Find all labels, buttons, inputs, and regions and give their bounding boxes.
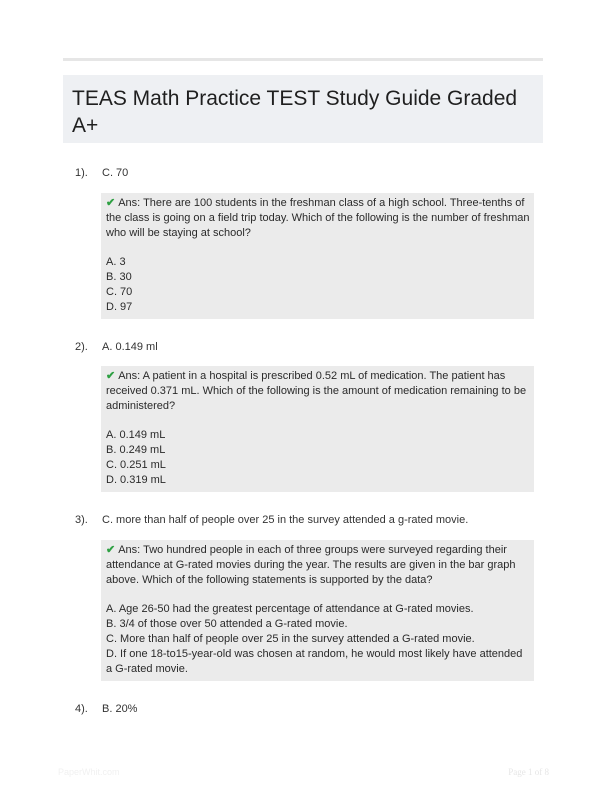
question-answer: A. 0.149 ml (102, 341, 158, 353)
question-number: 4). (75, 703, 88, 715)
option: A. 0.149 mL (106, 429, 166, 441)
question-number: 2). (75, 341, 88, 353)
option: C. 0.251 mL (106, 459, 166, 471)
check-icon: ✔ (106, 370, 116, 382)
question-number: 3). (75, 514, 88, 526)
top-divider (63, 58, 543, 61)
option: A. Age 26-50 had the greatest percentage of attendance at G-rated movies. (106, 603, 474, 615)
option: A. 3 (106, 256, 126, 268)
question-prompt: Ans: A patient in a hospital is prescribed 0.52 mL of medication. The patient has received 0.371 mL. Which of the following is the amount of medication remaining to be administered? (106, 370, 527, 412)
question-answer: B. 20% (102, 703, 138, 715)
question-answer: C. more than half of people over 25 in the survey attended a g-rated movie. (102, 514, 469, 526)
option: D. 97 (106, 301, 133, 313)
footer-watermark: PaperWhit.com (58, 767, 120, 777)
option: B. 30 (106, 271, 132, 283)
question-number: 1). (75, 167, 88, 179)
answer-panel-3 (101, 540, 534, 681)
option: B. 3/4 of those over 50 attended a G-rated movie. (106, 618, 348, 630)
option: B. 0.249 mL (106, 444, 166, 456)
question-answer: C. 70 (102, 167, 129, 179)
check-icon: ✔ (106, 544, 116, 556)
options-list (106, 428, 530, 488)
page-number: Page 1 of 8 (508, 767, 549, 777)
option: C. 70 (106, 286, 133, 298)
answer-panel-2 (101, 366, 534, 492)
option: C. More than half of people over 25 in the survey attended a G-rated movie. (106, 633, 475, 645)
page-title: TEAS Math Practice TEST Study Guide Graded A+ (72, 87, 518, 137)
options-list (106, 602, 530, 677)
title-panel (63, 75, 543, 143)
check-icon: ✔ (106, 197, 116, 209)
option: D. 0.319 mL (106, 474, 166, 486)
answer-panel-1 (101, 193, 534, 319)
question-prompt: Ans: Two hundred people in each of three groups were surveyed regarding their attendance at G-rated movies during the year. The results are given in the bar graph above. Which of the following statements is supported by the data? (106, 544, 516, 586)
option: D. If one 18-to15-year-old was chosen at random, he would most likely have attended a G-rated movie. (106, 648, 523, 675)
options-list (106, 255, 530, 315)
question-prompt: Ans: There are 100 students in the freshman class of a high school. Three-tenths of the class is going on a field trip today. Which of the following is the number of freshman who will be staying at school? (106, 197, 530, 239)
